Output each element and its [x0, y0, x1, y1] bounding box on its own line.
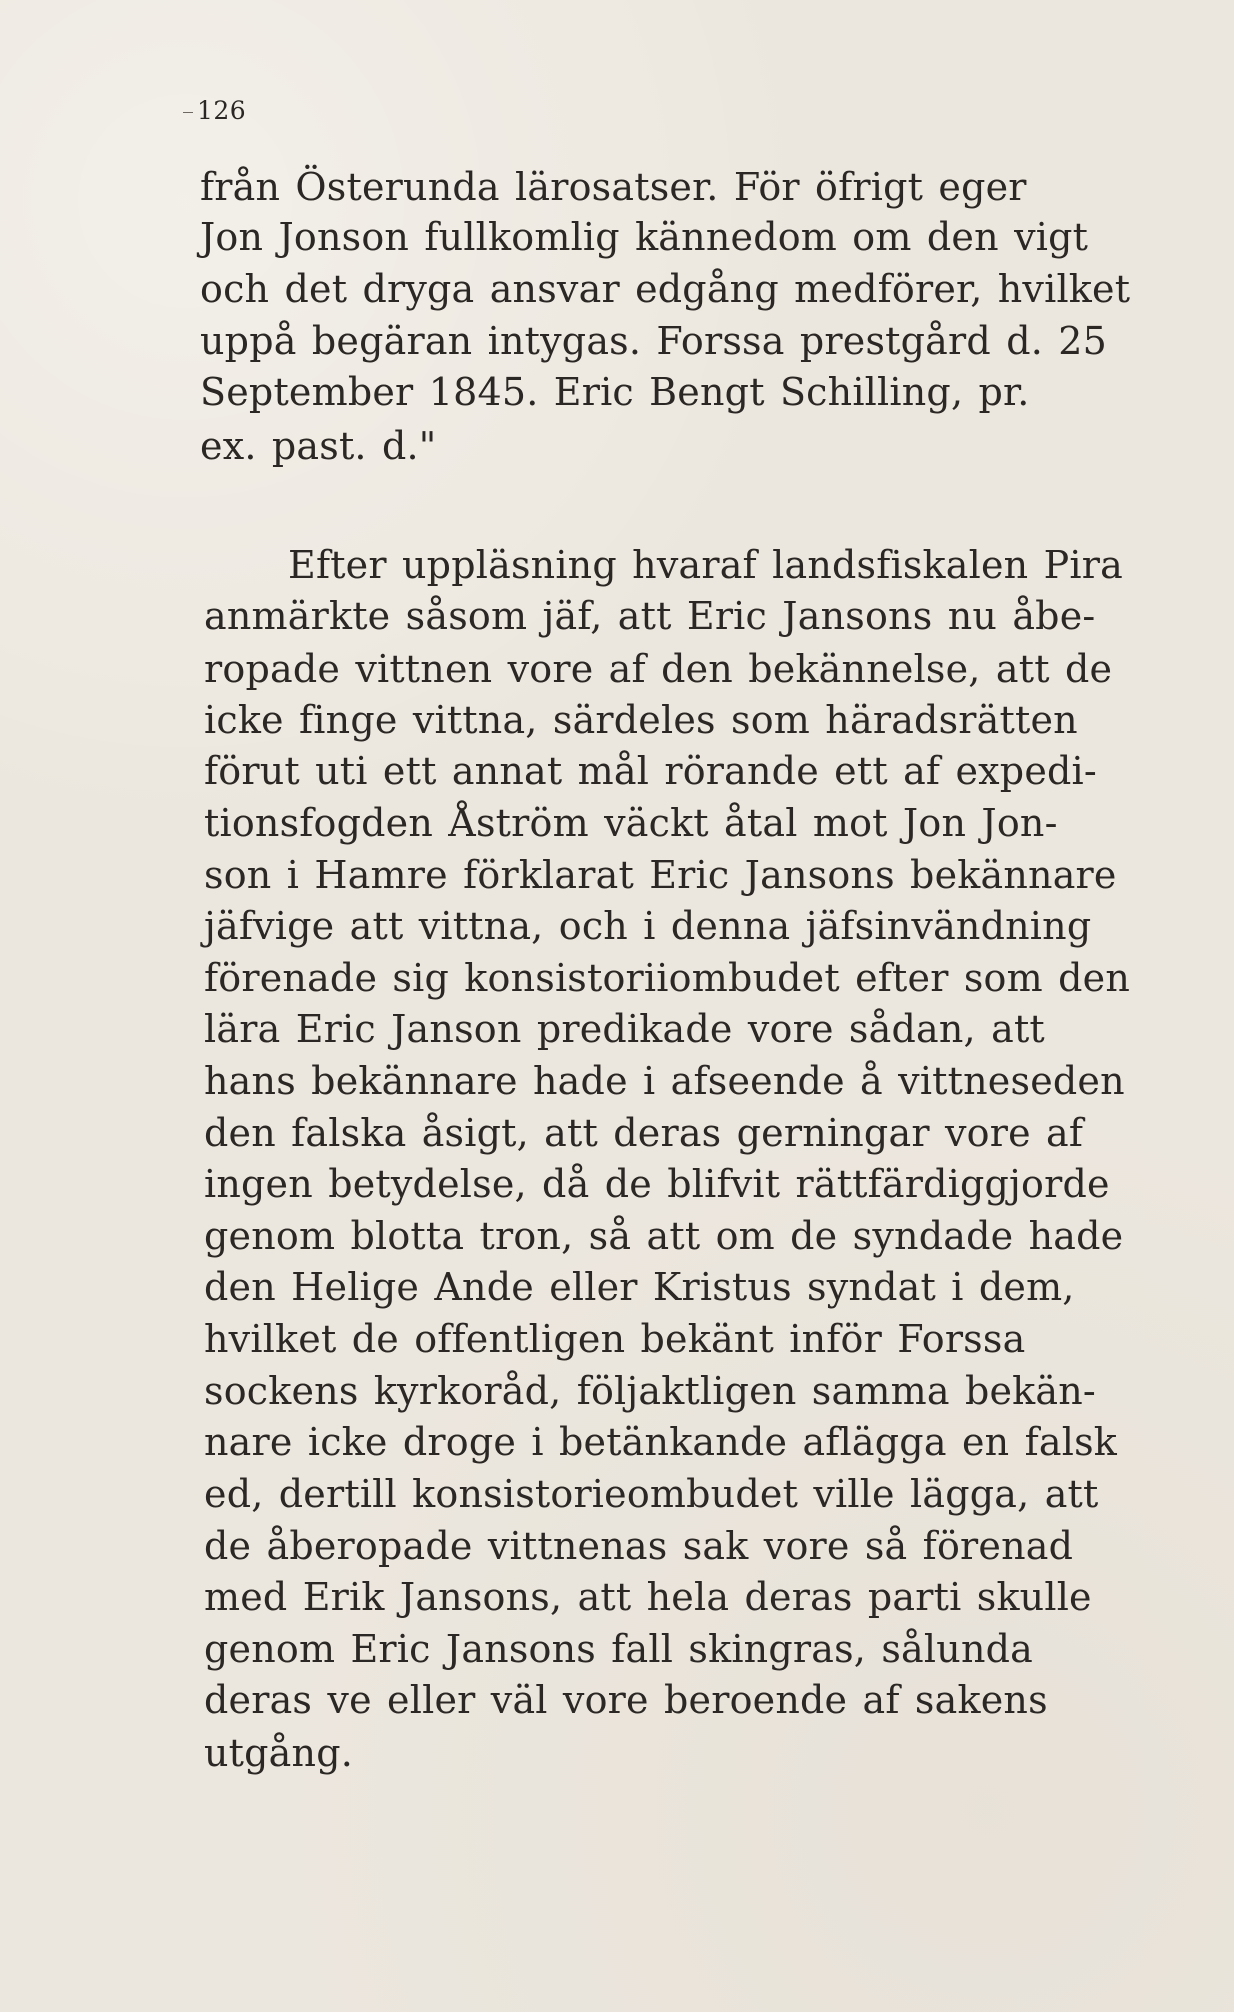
text-line: den Helige Ande eller Kristus syndat i dem, [204, 1265, 1075, 1309]
text-line: ex. past. d." [200, 424, 437, 468]
text-line: ropade vittnen vore af den bekännelse, att de [204, 647, 1113, 691]
text-line: hvilket de offentligen bekänt inför Forssa [204, 1317, 1026, 1361]
text-line: de åberopade vittnenas sak vore så förenad [204, 1524, 1074, 1568]
text-line: hans bekännare hade i afseende å vittneseden [204, 1059, 1125, 1103]
text-line: förenade sig konsistoriiombudet efter som den [204, 956, 1131, 1000]
text-line: Jon Jonson fullkomlig kännedom om den vigt [200, 215, 1089, 259]
text-line: jäfvige att vittna, och i denna jäfsinvändning [204, 904, 1092, 948]
text-line: sockens kyrkoråd, följaktligen samma bekän- [204, 1369, 1096, 1413]
text-line: utgång. [204, 1731, 354, 1775]
text-line: och det dryga ansvar edgång medförer, hvilket [200, 267, 1131, 311]
text-line: anmärkte såsom jäf, att Eric Jansons nu åbe- [204, 594, 1096, 638]
text-line: genom Eric Jansons fall skingras, sålunda [204, 1627, 1033, 1671]
text-line: den falska åsigt, att deras gerningar vore af [204, 1111, 1084, 1155]
text-line: September 1845. Eric Bengt Schilling, pr. [200, 370, 1030, 414]
text-line: Efter uppläsning hvaraf landsfiskalen Pira [288, 543, 1123, 587]
page-number: 126 [197, 96, 247, 125]
text-line: son i Hamre förklarat Eric Jansons bekännare [204, 853, 1117, 897]
text-line: deras ve eller väl vore beroende af sakens [204, 1678, 1048, 1722]
text-line: med Erik Jansons, att hela deras parti skulle [204, 1575, 1092, 1619]
text-line: icke finge vittna, särdeles som häradsrätten [204, 698, 1078, 742]
text-line: ed, dertill konsistorieombudet ville lägga, att [204, 1472, 1099, 1516]
text-line: ingen betydelse, då de blifvit rättfärdiggjorde [204, 1162, 1110, 1206]
text-line: lära Eric Janson predikade vore sådan, att [204, 1007, 1045, 1051]
text-line: förut uti ett annat mål rörande ett af expedi- [204, 749, 1097, 793]
text-line: nare icke droge i betänkande aflägga en falsk [204, 1420, 1117, 1464]
text-line: genom blotta tron, så att om de syndade hade [204, 1214, 1124, 1258]
text-line: uppå begäran intygas. Forssa prestgård d. 25 [200, 319, 1108, 363]
text-line: från Österunda lärosatser. För öfrigt eger [200, 165, 1027, 209]
text-line: tionsfogden Åström väckt åtal mot Jon Jon- [204, 801, 1058, 845]
